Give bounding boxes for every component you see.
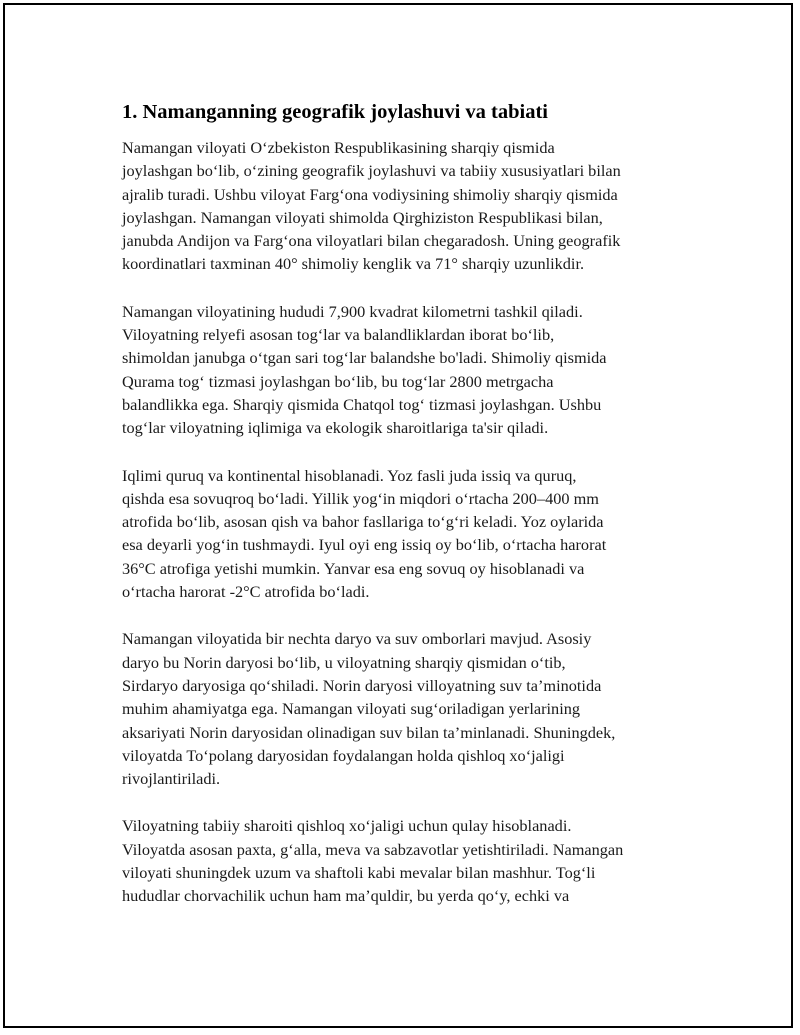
paragraph-list <box>122 136 702 908</box>
document-body <box>122 99 702 932</box>
paragraph-line: koordinatlari taxminan 40° shimoliy kenglik va 71° sharqiy uzunlikdir. <box>122 254 585 274</box>
paragraph-line: Viloyatning tabiiy sharoiti qishloq xo‘jaligi uchun qulay hisoblanadi. <box>122 816 572 836</box>
paragraph-line: muhim ahamiyatga ega. Namangan viloyati sug‘oriladigan yerlarining <box>122 699 580 719</box>
paragraph-line: joylashgan. Namangan viloyati shimolda Qirghiziston Respublikasi bilan, <box>122 207 603 227</box>
paragraph-line: viloyatda To‘polang daryosidan foydalangan holda qishloq xo‘jaligi <box>122 745 565 765</box>
paragraph-line: atrofida bo‘lib, asosan qish va bahor fasllariga to‘g‘ri keladi. Yoz oylarida <box>122 512 604 532</box>
page-frame <box>3 3 793 1028</box>
paragraph-line: ajralib turadi. Ushbu viloyat Farg‘ona vodiysining shimoliy sharqiy qismida <box>122 184 618 204</box>
paragraph-line: Viloyatda asosan paxta, g‘alla, meva va sabzavotlar yetishtiriladi. Namangan <box>122 839 624 859</box>
paragraph-1 <box>122 136 702 276</box>
paragraph-line: esa deyarli yog‘in tushmaydi. Iyul oyi eng issiq oy bo‘lib, o‘rtacha harorat <box>122 535 607 555</box>
paragraph-2 <box>122 300 702 440</box>
paragraph-line: shimoldan janubga o‘tgan sari tog‘lar balandshe bo'ladi. Shimoliy qismida <box>122 348 607 368</box>
paragraph-line: rivojlantiriladi. <box>122 769 221 789</box>
document-title: 1. Namanganning geografik joylashuvi va tabiati <box>122 101 548 123</box>
paragraph-line: o‘rtacha harorat -2°C atrofida bo‘ladi. <box>122 582 370 602</box>
paragraph-line: Namangan viloyati O‘zbekiston Respublikasining sharqiy qismida <box>122 138 555 157</box>
paragraph-line: Qurama tog‘ tizmasi joylashgan bo‘lib, bu tog‘lar 2800 metrgacha <box>122 371 554 391</box>
paragraph-line: 36°C atrofiga yetishi mumkin. Yanvar esa eng sovuq oy hisoblanadi va <box>122 558 585 578</box>
paragraph-line: balandlikka ega. Sharqiy qismida Chatqol tog‘ tizmasi joylashgan. Ushbu <box>122 394 602 414</box>
paragraph-line: daryo bu Norin daryosi bo‘lib, u viloyatning sharqiy qismidan o‘tib, <box>122 652 566 672</box>
paragraph-5 <box>122 814 702 907</box>
paragraph-line: aksariyati Norin daryosidan olinadigan suv bilan ta’minlanadi. Shuningdek, <box>122 722 616 742</box>
paragraph-line: joylashgan bo‘lib, o‘zining geografik joylashuvi va tabiiy xususiyatlari bilan <box>122 161 621 181</box>
paragraph-4 <box>122 627 702 790</box>
paragraph-line: qishda esa sovuqroq bo‘ladi. Yillik yog‘in miqdori o‘rtacha 200–400 mm <box>122 488 599 508</box>
paragraph-3 <box>122 464 702 604</box>
paragraph-line: viloyati shuningdek uzum va shaftoli kabi mevalar bilan mashhur. Tog‘li <box>122 863 596 883</box>
paragraph-line: Viloyatning relyefi asosan tog‘lar va balandliklardan iborat bo‘lib, <box>122 325 555 345</box>
paragraph-line: janubda Andijon va Farg‘ona viloyatlari bilan chegaradosh. Uning geografik <box>122 231 621 251</box>
paragraph-line: Iqlimi quruq va kontinental hisoblanadi. Yoz fasli juda issiq va quruq, <box>122 465 577 485</box>
paragraph-line: tog‘lar viloyatning iqlimiga va ekologik sharoitlariga ta'sir qiladi. <box>122 418 549 438</box>
paragraph-line: Namangan viloyatining hududi 7,900 kvadrat kilometrni tashkil qiladi. <box>122 301 583 321</box>
paragraph-line: Sirdaryo daryosiga qo‘shiladi. Norin daryosi villoyatning suv ta’minotida <box>122 675 602 695</box>
paragraph-line: hududlar chorvachilik uchun ham ma’quldir, bu yerda qo‘y, echki va <box>122 886 570 906</box>
paragraph-line: Namangan viloyatida bir nechta daryo va suv omborlari mavjud. Asosiy <box>122 629 592 649</box>
